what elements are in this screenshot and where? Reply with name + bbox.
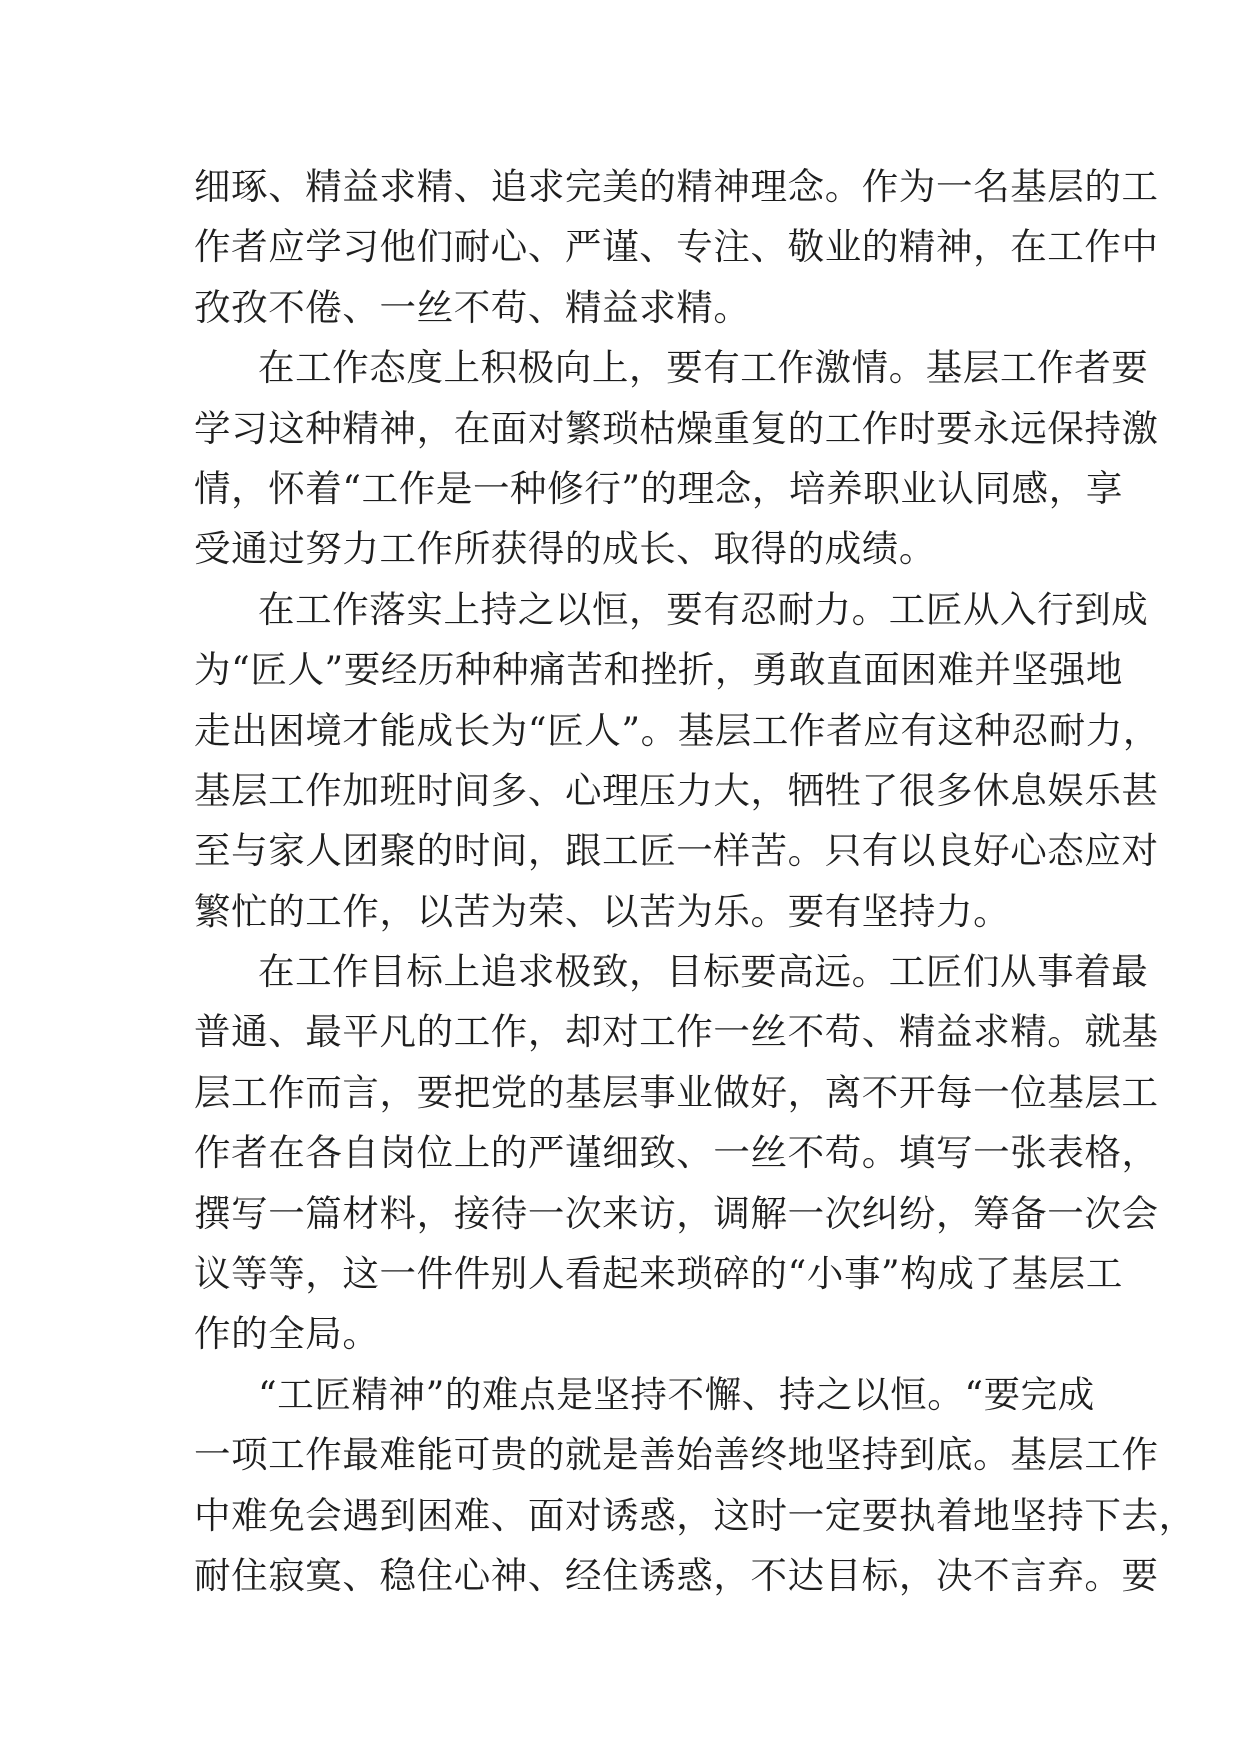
- text-line: “工匠精神”的难点是坚持不懈、持之以恒。“要完成: [258, 1372, 1095, 1416]
- text-line: 一项工作最难能可贵的就是善始善终地坚持到底。基层工作: [194, 1433, 1159, 1477]
- text-line: 议等等，这一件件别人看起来琐碎的“小事”构成了基层工: [194, 1252, 1123, 1296]
- text-line: 耐住寂寞、稳住心神、经住诱惑，不达目标，决不言弃。要: [194, 1553, 1159, 1597]
- text-line: 为“匠人”要经历种种痛苦和挫折，勇敢直面困难并坚强地: [194, 648, 1123, 692]
- text-line: 繁忙的工作，以苦为荣、以苦为乐。要有坚持力。: [194, 889, 1011, 933]
- text-line: 在工作目标上追求极致，目标要高远。工匠们从事着最: [258, 950, 1149, 994]
- text-line: 至与家人团聚的时间，跟工匠一样苦。只有以良好心态应对: [194, 829, 1159, 873]
- text-line: 受通过努力工作所获得的成长、取得的成绩。: [194, 527, 936, 571]
- text-line: 撰写一篇材料，接待一次来访，调解一次纠纷，筹备一次会: [194, 1191, 1159, 1235]
- text-line: 在工作态度上积极向上，要有工作激情。基层工作者要: [258, 346, 1149, 390]
- text-line: 普通、最平凡的工作，却对工作一丝不苟、精益求精。就基: [194, 1010, 1159, 1054]
- text-line: 孜孜不倦、一丝不苟、精益求精。: [194, 285, 751, 329]
- text-line: 层工作而言，要把党的基层事业做好，离不开每一位基层工: [194, 1070, 1159, 1114]
- text-line: 走出困境才能成长为“匠人”。基层工作者应有这种忍耐力，: [194, 708, 1161, 752]
- text-line: 学习这种精神，在面对繁琐枯燥重复的工作时要永远保持激: [194, 406, 1159, 450]
- text-line: 基层工作加班时间多、心理压力大，牺牲了很多休息娱乐甚: [194, 768, 1159, 812]
- text-line: 中难免会遇到困难、面对诱惑，这时一定要执着地坚持下去，: [194, 1493, 1196, 1537]
- body-text: [194, 157, 1196, 1606]
- text-line: 细琢、精益求精、追求完美的精神理念。作为一名基层的工: [194, 165, 1159, 208]
- text-line: 在工作落实上持之以恒，要有忍耐力。工匠从入行到成: [258, 587, 1149, 631]
- text-line: 作者应学习他们耐心、严谨、专注、敬业的精神，在工作中: [194, 225, 1159, 269]
- text-line: 情，怀着“工作是一种修行”的理念，培养职业认同感，享: [194, 466, 1123, 510]
- text-line: 作的全局。: [194, 1312, 380, 1356]
- text-line: 作者在各自岗位上的严谨细致、一丝不苟。填写一张表格，: [194, 1131, 1159, 1175]
